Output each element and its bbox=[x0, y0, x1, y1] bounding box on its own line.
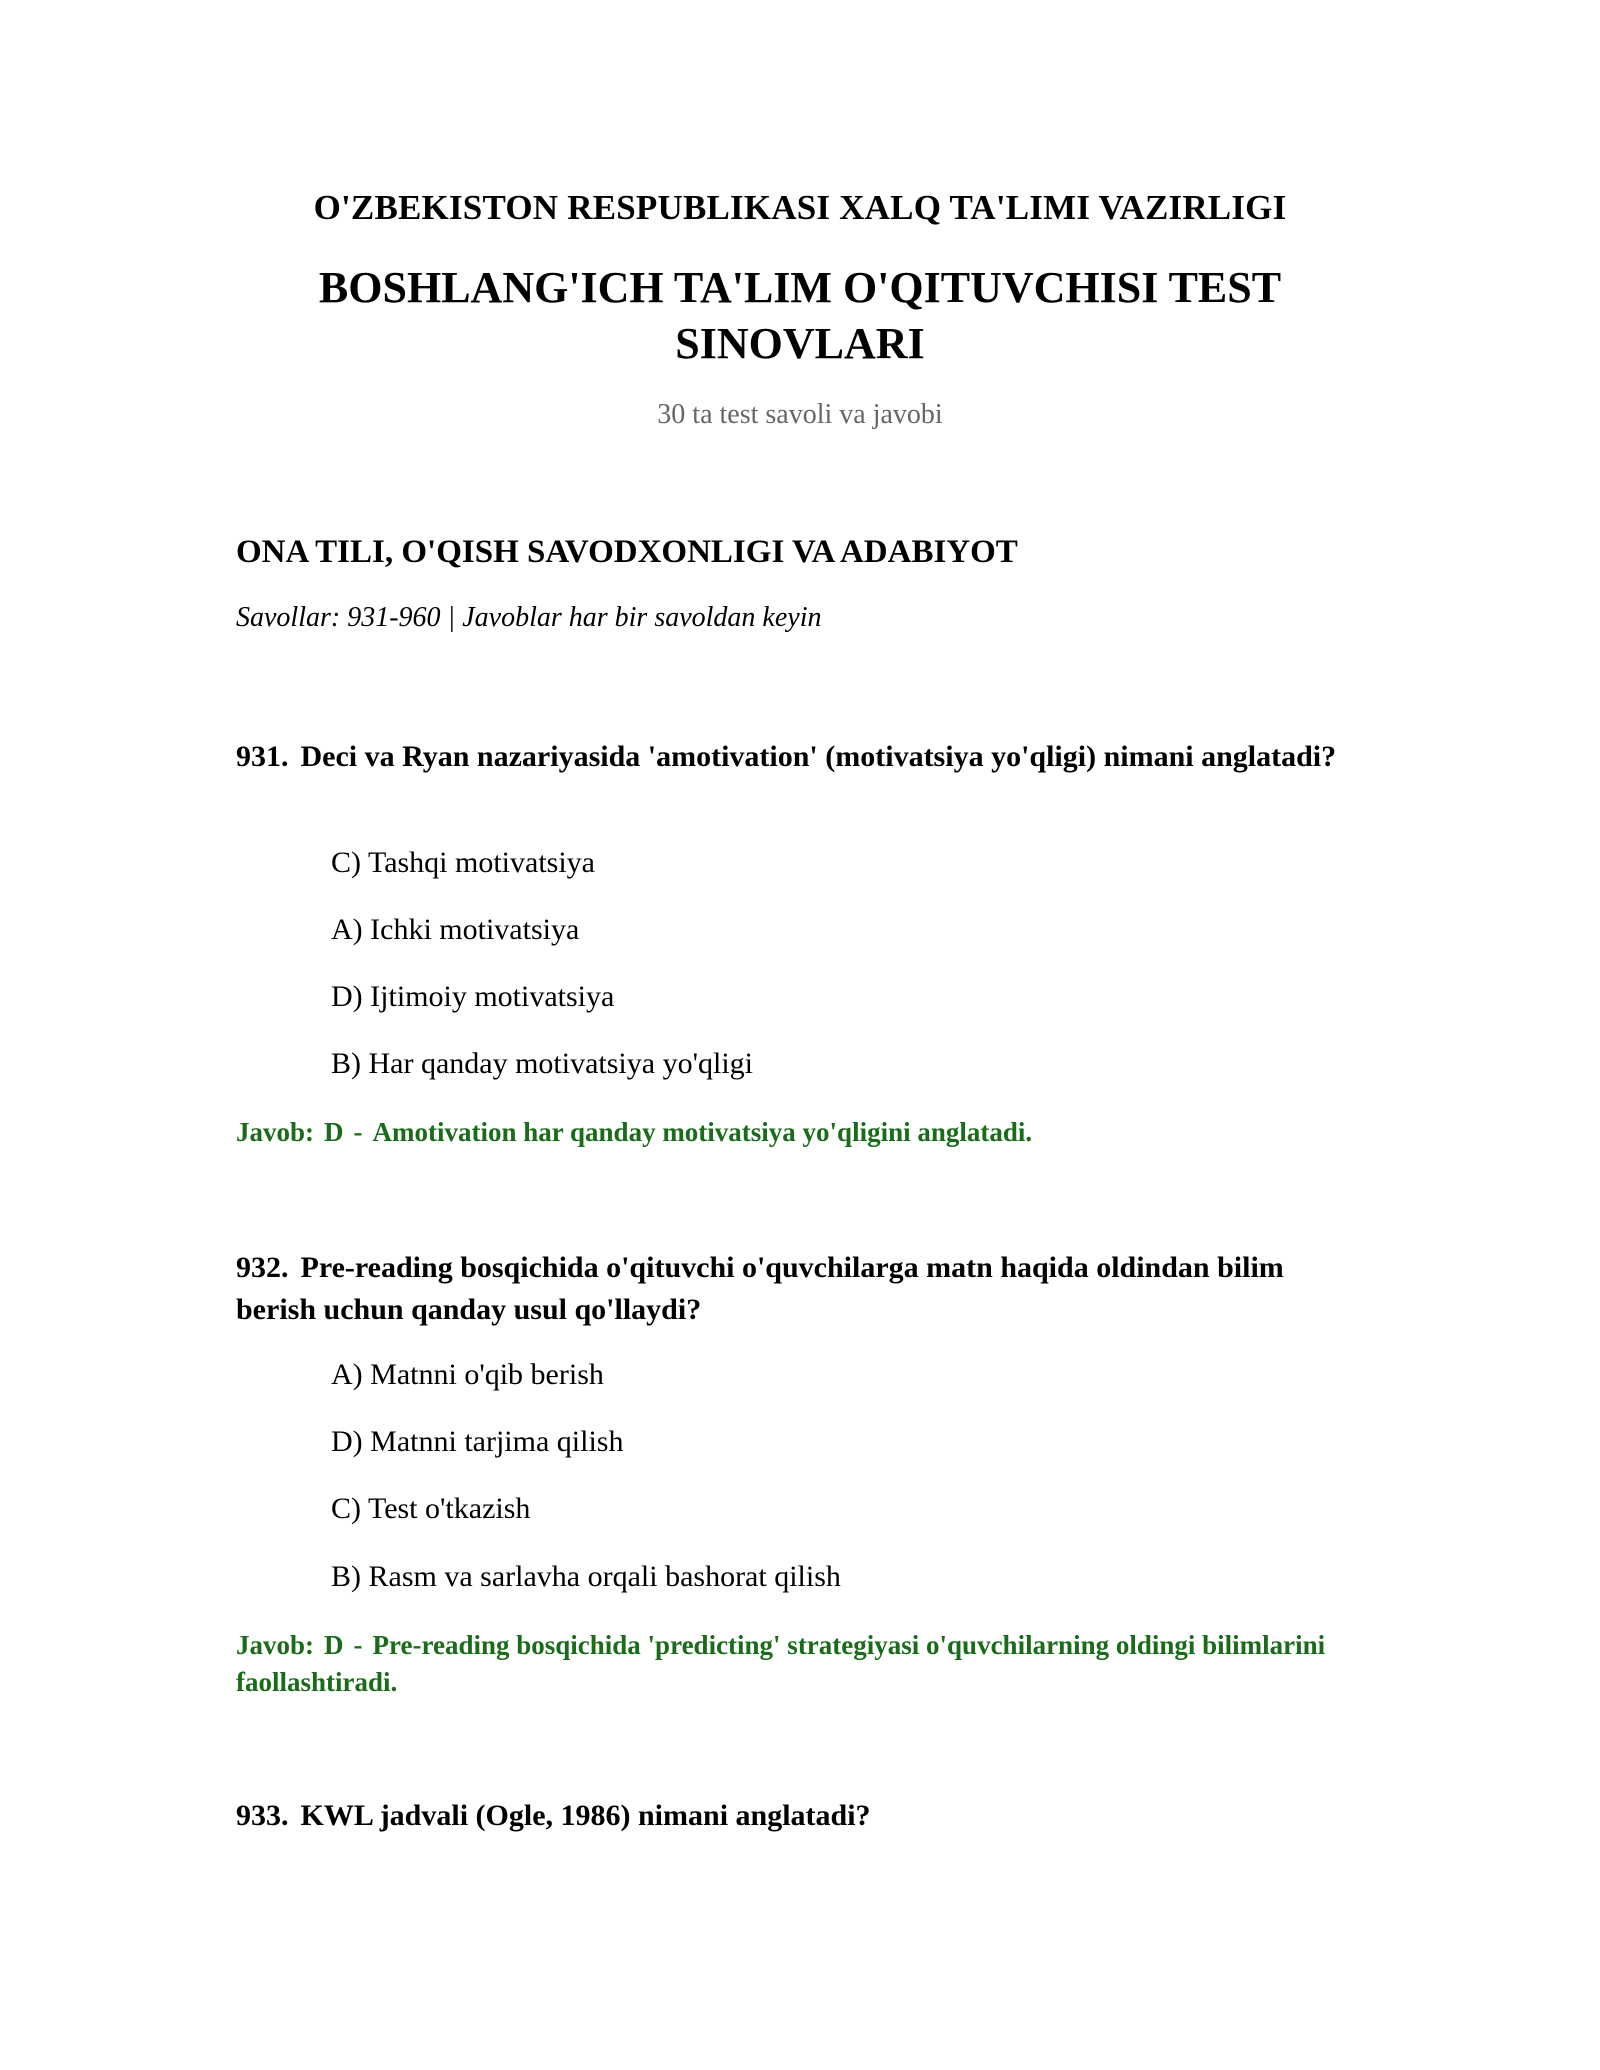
question-number: 931. bbox=[236, 740, 289, 773]
question-931 bbox=[236, 736, 1366, 778]
option-item: C) Test o'tkazish bbox=[331, 1492, 531, 1525]
question-933 bbox=[236, 1795, 1366, 1837]
answer-separator: - bbox=[353, 1117, 363, 1147]
answer-separator: - bbox=[353, 1630, 363, 1660]
answer-label: Javob: bbox=[236, 1117, 315, 1147]
section-note: Savollar: 931-960 | Javoblar har bir savoldan keyin bbox=[236, 602, 822, 633]
answer-letter: D bbox=[324, 1117, 344, 1147]
answer-text: Amotivation har qanday motivatsiya yo'qligini anglatadi. bbox=[372, 1117, 1033, 1147]
ministry-heading: O'ZBEKISTON RESPUBLIKASI XALQ TA'LIMI VAZIRLIGI bbox=[313, 188, 1287, 227]
question-number: 932. bbox=[236, 1251, 289, 1284]
question-text: Deci va Ryan nazariyasida 'amotivation' (motivatsiya yo'qligi) nimani anglatadi? bbox=[300, 740, 1337, 773]
option-item: B) Har qanday motivatsiya yo'qligi bbox=[331, 1047, 753, 1080]
option-item: D) Matnni tarjima qilish bbox=[331, 1425, 624, 1458]
answer-text: Pre-reading bosqichida 'predicting' strategiyasi o'quvchilarning oldingi bilimlarini faollashtiradi. bbox=[236, 1630, 1326, 1697]
option-item: D) Ijtimoiy motivatsiya bbox=[331, 980, 615, 1013]
question-number: 933. bbox=[236, 1799, 289, 1832]
option-item: A) Ichki motivatsiya bbox=[331, 913, 580, 946]
document-subtitle: 30 ta test savoli va javobi bbox=[657, 399, 943, 430]
answer-letter: D bbox=[324, 1630, 344, 1660]
question-text: KWL jadvali (Ogle, 1986) nimani anglatadi? bbox=[300, 1799, 871, 1832]
answer-932 bbox=[236, 1627, 1366, 1701]
question-932 bbox=[236, 1247, 1366, 1331]
document-title: BOSHLANG'ICH TA'LIM O'QITUVCHISI TEST SINOVLARI bbox=[318, 263, 1282, 368]
option-item: C) Tashqi motivatsiya bbox=[331, 846, 595, 879]
option-item: B) Rasm va sarlavha orqali bashorat qilish bbox=[331, 1560, 841, 1593]
answer-label: Javob: bbox=[236, 1630, 315, 1660]
section-title: ONA TILI, O'QISH SAVODXONLIGI VA ADABIYOT bbox=[236, 534, 1018, 570]
answer-931 bbox=[236, 1114, 1366, 1151]
option-item: A) Matnni o'qib berish bbox=[331, 1358, 604, 1391]
question-text: Pre-reading bosqichida o'qituvchi o'quvchilarga matn haqida oldindan bilim berish uchun qanday usul qo'llaydi? bbox=[236, 1251, 1284, 1326]
